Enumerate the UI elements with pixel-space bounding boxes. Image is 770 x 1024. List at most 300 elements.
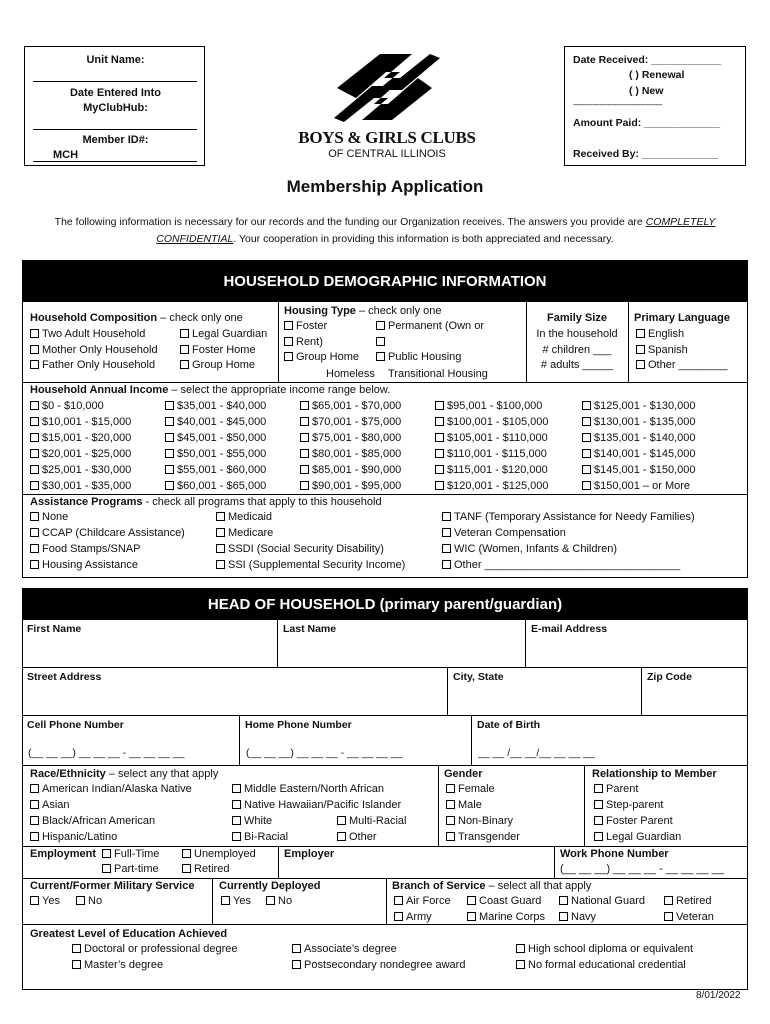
checkbox-icon [594,816,603,825]
relationship-option[interactable] [594,831,681,843]
divider [212,878,213,924]
branch-option[interactable]: Marine Corps [467,911,545,923]
education-option[interactable]: Postsecondary nondegree award [292,959,465,971]
household-row-divider [22,382,748,383]
race-option[interactable] [232,831,288,843]
income-option-label: $30,001 - $35,000 [42,480,132,492]
branch-heading: Branch of Service – select all that apply [392,880,592,892]
income-option[interactable] [582,400,696,412]
checkbox-icon [446,832,455,841]
checkbox-icon [446,800,455,809]
gender-option[interactable] [446,783,495,795]
income-option-label: $90,001 - $95,000 [312,480,402,492]
race-option-label: Bi-Racial [244,831,289,843]
divider [628,302,629,382]
income-option[interactable] [300,432,401,444]
education-option[interactable]: Master’s degree [72,959,163,971]
checkbox-icon [180,329,189,338]
amount-paid-label: Amount Paid: _____________ [573,117,721,129]
gender-option[interactable] [446,799,482,811]
divider [386,878,387,924]
checkbox-icon [232,800,241,809]
income-option[interactable] [30,448,131,460]
military-no[interactable]: No [76,895,102,907]
branch-option[interactable]: Army [394,911,432,923]
income-option[interactable] [435,448,547,460]
checkbox-icon [30,481,39,490]
assistance-option-label: Other ________________________________ [454,559,681,571]
income-option-label: $65,001 - $70,000 [312,400,402,412]
composition-option[interactable]: Two Adult Household [30,328,145,340]
language-label: Primary Language [634,312,730,324]
military-label: Current/Former Military Service [30,880,195,892]
date-received-label: Date Received: ____________ [573,54,722,66]
employment-label: Employment [30,848,97,860]
income-option[interactable] [165,416,266,428]
checkbox-icon [582,401,591,410]
intro-emph2: CONFIDENTIAL [156,233,234,245]
member-id-label: Member ID#: [82,134,149,146]
income-option[interactable] [165,400,266,412]
composition-option[interactable]: Group Home [180,359,255,371]
renewal-label[interactable]: ( ) Renewal [629,69,685,81]
checkbox-icon [594,784,603,793]
housing-public[interactable]: Public Housing [376,351,461,363]
income-option-label: $45,001 - $50,000 [177,432,267,444]
unemployed-option[interactable]: Unemployed [182,848,256,860]
race-option-label: American Indian/Alaska Native [42,783,192,795]
checkbox-icon [180,360,189,369]
race-option[interactable] [232,815,272,827]
income-option[interactable] [30,432,131,444]
household-banner: HOUSEHOLD DEMOGRAPHIC INFORMATION [22,260,748,302]
checkbox-icon [30,417,39,426]
deployed-yes[interactable]: Yes [221,895,251,907]
branch-option[interactable]: Navy [559,911,596,923]
checkbox-icon [435,433,444,442]
part-time-option[interactable]: Part-time [102,863,159,875]
checkbox-icon [165,481,174,490]
divider [554,846,555,878]
checkbox-icon [284,352,293,361]
checkbox-icon [300,465,309,474]
checkbox-icon [182,864,191,873]
checkbox-icon [30,512,39,521]
checkbox-icon [221,896,230,905]
checkbox-icon [582,465,591,474]
race-option-label: Native Hawaiian/Pacific Islander [244,799,402,811]
income-option-label: $40,001 - $45,000 [177,416,267,428]
checkbox-icon [300,417,309,426]
income-option-label: $145,001 - $150,000 [594,464,696,476]
street-address-field[interactable]: Street Address [22,668,448,716]
income-option-label: $0 - $10,000 [42,400,104,412]
checkbox-icon [582,433,591,442]
income-option[interactable] [165,432,266,444]
checkbox-icon [165,449,174,458]
checkbox-icon [30,528,39,537]
checkbox-icon [72,944,81,953]
checkbox-icon [467,912,476,921]
checkbox-icon [30,329,39,338]
divider [22,846,748,847]
checkbox-icon [182,849,191,858]
checkbox-icon [180,345,189,354]
branch-option[interactable]: National Guard [559,895,645,907]
income-option-label: $100,001 - $105,000 [447,416,549,428]
checkbox-icon [165,401,174,410]
checkbox-icon [30,896,39,905]
date-entered-field[interactable] [33,129,197,130]
income-option[interactable] [582,464,696,476]
in-household-label: In the household [536,328,618,340]
language-option[interactable]: Spanish [636,344,688,356]
checkbox-icon [442,544,451,553]
housing-transitional[interactable]: Transitional Housing [388,368,488,380]
divider [22,878,748,879]
divider [278,846,279,878]
divider [22,924,748,925]
assistance-option-label: None [42,511,69,523]
income-option[interactable] [435,400,542,412]
deployed-label: Currently Deployed [219,880,321,892]
income-option-label: $125,001 - $130,000 [594,400,696,412]
income-option-label: $115,001 - $120,000 [447,464,548,476]
unit-name-label: Unit Name: [86,54,145,66]
assistance-option-label: Veteran Compensation [454,527,566,539]
income-option[interactable] [435,416,549,428]
checkbox-icon [442,512,451,521]
checkbox-icon [559,912,568,921]
income-option[interactable] [300,448,401,460]
checkbox-icon [376,352,385,361]
income-option-label: $25,001 - $30,000 [42,464,132,476]
language-option[interactable]: Other ________ [636,359,728,371]
myclubhub-label: MyClubHub: [83,102,148,114]
checkbox-icon [435,449,444,458]
income-option[interactable] [300,400,401,412]
zip-code-field[interactable]: Zip Code [642,668,748,716]
unit-name-field[interactable] [33,81,197,82]
last-name-field[interactable]: Last Name [278,620,526,668]
city-state-field[interactable]: City, State [448,668,642,716]
email-field[interactable]: E-mail Address [526,620,748,668]
intro-emph1: COMPLETELY [645,216,716,228]
deployed-no[interactable]: No [266,895,292,907]
date-entered-label: Date Entered Into [69,87,162,99]
housing-heading: Housing Type – check only one [284,305,442,317]
divider-dashes: ----------------------------------------- [573,100,662,109]
gender-option[interactable] [446,815,513,827]
checkbox-icon [435,465,444,474]
race-option[interactable] [232,799,401,811]
composition-option[interactable]: Father Only Household [30,359,155,371]
logo [282,48,492,166]
checkbox-icon [300,481,309,490]
checkbox-icon [582,481,591,490]
checkbox-icon [300,433,309,442]
income-option-label: $10,001 - $15,000 [42,416,132,428]
relationship-option[interactable] [594,783,638,795]
income-option[interactable] [30,400,104,412]
income-option[interactable] [300,416,401,428]
checkbox-icon [516,960,525,969]
checkbox-icon [582,449,591,458]
assistance-option-label: Medicaid [228,511,273,523]
cell-phone-field[interactable]: Cell Phone Number (__ __ __) __ __ __ - __ __ __ __ [22,716,240,766]
checkbox-icon [30,784,39,793]
checkbox-icon [165,433,174,442]
full-time-option[interactable]: Full-Time [102,848,159,860]
income-option[interactable] [300,480,401,492]
income-divider [22,494,748,495]
checkbox-icon [300,449,309,458]
assistance-option[interactable] [442,511,695,523]
office-use-box [24,46,205,166]
checkbox-icon [582,417,591,426]
composition-option[interactable]: Mother Only Household [30,344,158,356]
income-option-label: $120,001 - $125,000 [447,480,549,492]
income-option[interactable] [582,416,696,428]
gender-option-label: Non-Binary [458,815,514,827]
divider [438,766,439,846]
logo-hands-icon [282,48,492,128]
branch-option[interactable]: Coast Guard [467,895,541,907]
assistance-option[interactable] [442,527,566,539]
first-name-field[interactable]: First Name [22,620,278,668]
relationship-option-label: Legal Guardian [606,831,682,843]
divider [584,766,585,846]
checkbox-icon [30,345,39,354]
home-phone-mask: (__ __ __) __ __ __ - __ __ __ __ [246,747,403,759]
composition-heading: Household Composition – check only one [30,312,243,324]
housing-permanent[interactable]: Permanent (Own or [376,320,484,332]
income-option-label: $150,001 – or More [594,480,691,492]
race-option[interactable]: Multi-Racial [337,815,406,827]
income-option[interactable] [165,448,266,460]
new-label[interactable]: ( ) New [629,85,664,97]
checkbox-icon [30,832,39,841]
race-heading: Race/Ethnicity – select any that apply [30,768,219,780]
head-banner: HEAD OF HOUSEHOLD (primary parent/guardian) [22,588,748,620]
checkbox-icon [284,337,293,346]
assistance-option-label: WIC (Women, Infants & Children) [454,543,618,555]
member-id-field[interactable] [33,161,197,162]
housing-group[interactable]: Group Home [284,351,359,363]
education-label: Greatest Level of Education Achieved [30,928,228,940]
checkbox-icon [594,800,603,809]
income-option[interactable] [582,480,690,492]
checkbox-icon [435,401,444,410]
checkbox-icon [594,832,603,841]
income-option-label: $50,001 - $55,000 [177,448,267,460]
income-option[interactable] [30,416,131,428]
relationship-option-label: Parent [606,783,639,795]
income-option[interactable] [582,432,696,444]
assistance-option-label: Housing Assistance [42,559,138,571]
checkbox-icon [337,816,346,825]
income-option-label: $15,001 - $20,000 [42,432,132,444]
income-option-label: $135,001 - $140,000 [594,432,696,444]
checkbox-icon [216,560,225,569]
income-option[interactable] [435,464,548,476]
relationship-option[interactable] [594,815,673,827]
gender-option-label: Male [458,799,482,811]
income-option[interactable] [165,464,266,476]
relationship-label: Relationship to Member [592,768,717,780]
mch-label: MCH [53,149,79,161]
checkbox-icon [30,433,39,442]
relationship-option-label: Step-parent [606,799,664,811]
checkbox-icon [446,816,455,825]
income-option-label: $95,001 - $100,000 [447,400,543,412]
checkbox-icon [72,960,81,969]
race-option[interactable] [232,783,384,795]
page-title: Membership Application [286,177,484,196]
race-option-label: Middle Eastern/North African [244,783,385,795]
education-option[interactable]: No formal educational credential [516,959,686,971]
income-option-label: $75,001 - $80,000 [312,432,402,444]
assistance-option[interactable] [30,543,140,555]
income-option-label: $80,001 - $85,000 [312,448,402,460]
checkbox-icon [559,896,568,905]
relationship-option[interactable] [594,799,663,811]
employer-field[interactable]: Employer [284,848,335,860]
housing-rent[interactable]: Rent) [284,336,323,348]
income-option[interactable] [435,432,548,444]
intro-text [22,214,748,248]
income-option[interactable] [30,464,131,476]
income-option-label: $140,001 - $145,000 [594,448,696,460]
checkbox-icon [30,544,39,553]
military-yes[interactable]: Yes [30,895,60,907]
checkbox-icon [76,896,85,905]
work-phone-field[interactable]: (__ __ __) __ __ __ - __ __ __ __ [560,863,724,875]
adults-count-field[interactable]: # adults _____ [540,359,614,371]
income-option[interactable] [300,464,401,476]
work-phone-label: Work Phone Number [560,848,669,860]
income-option-label: $55,001 - $60,000 [177,464,267,476]
receipt-box [564,46,746,166]
checkbox-icon [292,944,301,953]
intro-part1: The following information is necessary for our records and the funding our Organization receives. The answers you provide are [54,216,646,228]
assistance-option-label: SSI (Supplemental Security Income) [228,559,406,571]
income-option-label: $105,001 - $110,000 [447,432,548,444]
race-option-label: Black/African American [42,815,156,827]
checkbox-icon [30,560,39,569]
education-option[interactable]: Associate’s degree [292,943,397,955]
housing-blank-option[interactable] [376,336,388,348]
race-option[interactable] [30,783,192,795]
assistance-heading: Assistance Programs - check all programs that apply to this household [30,496,382,508]
race-option-label: Hispanic/Latino [42,831,118,843]
race-option[interactable] [30,831,117,843]
checkbox-icon [30,449,39,458]
assistance-option[interactable] [216,543,384,555]
education-option[interactable]: High school diploma or equivalent [516,943,693,955]
checkbox-icon [102,849,111,858]
assistance-option[interactable] [30,511,68,523]
income-option[interactable] [582,448,696,460]
children-count-field[interactable]: # children ___ [542,344,612,356]
checkbox-icon [102,864,111,873]
housing-foster[interactable]: Foster [284,320,327,332]
checkbox-icon [284,321,293,330]
race-option-label: Asian [42,799,70,811]
assistance-option[interactable] [30,527,185,539]
checkbox-icon [232,784,241,793]
checkbox-icon [300,401,309,410]
race-option[interactable] [30,815,155,827]
language-option[interactable]: English [636,328,684,340]
checkbox-icon [376,321,385,330]
intro-part2: . Your cooperation in providing this information is both appreciated and necessary. [233,233,614,245]
checkbox-icon [442,560,451,569]
race-option[interactable] [30,799,70,811]
income-option[interactable] [435,480,549,492]
checkbox-icon [394,912,403,921]
checkbox-icon [30,360,39,369]
assistance-option[interactable] [216,527,273,539]
checkbox-icon [446,784,455,793]
checkbox-icon [435,417,444,426]
income-option-label: $70,001 - $75,000 [312,416,402,428]
income-option[interactable] [30,480,131,492]
checkbox-icon [165,417,174,426]
assistance-option-label: SSDI (Social Security Disability) [228,543,384,555]
logo-line2: OF CENTRAL ILLINOIS [328,148,446,160]
checkbox-icon [216,512,225,521]
retired-option[interactable]: Retired [182,863,229,875]
checkbox-icon [636,360,645,369]
assistance-option[interactable] [442,543,617,555]
gender-label: Gender [444,768,483,780]
checkbox-icon [216,544,225,553]
checkbox-icon [232,816,241,825]
income-option[interactable] [165,480,266,492]
checkbox-icon [636,345,645,354]
dob-mask: __ __ /__ __/__ __ __ __ [478,747,595,759]
checkbox-icon [636,329,645,338]
assistance-option-label: CCAP (Childcare Assistance) [42,527,185,539]
assistance-option[interactable] [30,559,138,571]
checkbox-icon [216,528,225,537]
composition-option[interactable]: Legal Guardian [180,328,267,340]
checkbox-icon [337,832,346,841]
assistance-option-label: Medicare [228,527,274,539]
received-by-label: Received By: _____________ [573,148,718,160]
housing-homeless[interactable]: Homeless [326,368,375,380]
income-option-label: $60,001 - $65,000 [177,480,267,492]
race-option[interactable]: Other [337,831,377,843]
composition-option[interactable]: Foster Home [180,344,256,356]
assistance-option[interactable] [216,511,272,523]
income-option-label: $110,001 - $115,000 [447,448,547,460]
home-phone-field[interactable]: Home Phone Number (__ __ __) __ __ __ - __ __ __ __ [240,716,472,766]
assistance-option[interactable] [442,559,680,571]
education-option[interactable]: Doctoral or professional degree [72,943,237,955]
date-of-birth-field[interactable]: Date of Birth __ __ /__ __/__ __ __ __ [472,716,748,766]
assistance-option[interactable] [216,559,405,571]
branch-option[interactable]: Veteran [664,911,714,923]
checkbox-icon [376,337,385,346]
gender-option[interactable] [446,831,520,843]
branch-option[interactable]: Air Force [394,895,451,907]
branch-option[interactable]: Retired [664,895,711,907]
footer-date: 8/01/2022 [696,990,741,1001]
gender-option-label: Transgender [458,831,520,843]
income-option-label: $35,001 - $40,000 [177,400,267,412]
